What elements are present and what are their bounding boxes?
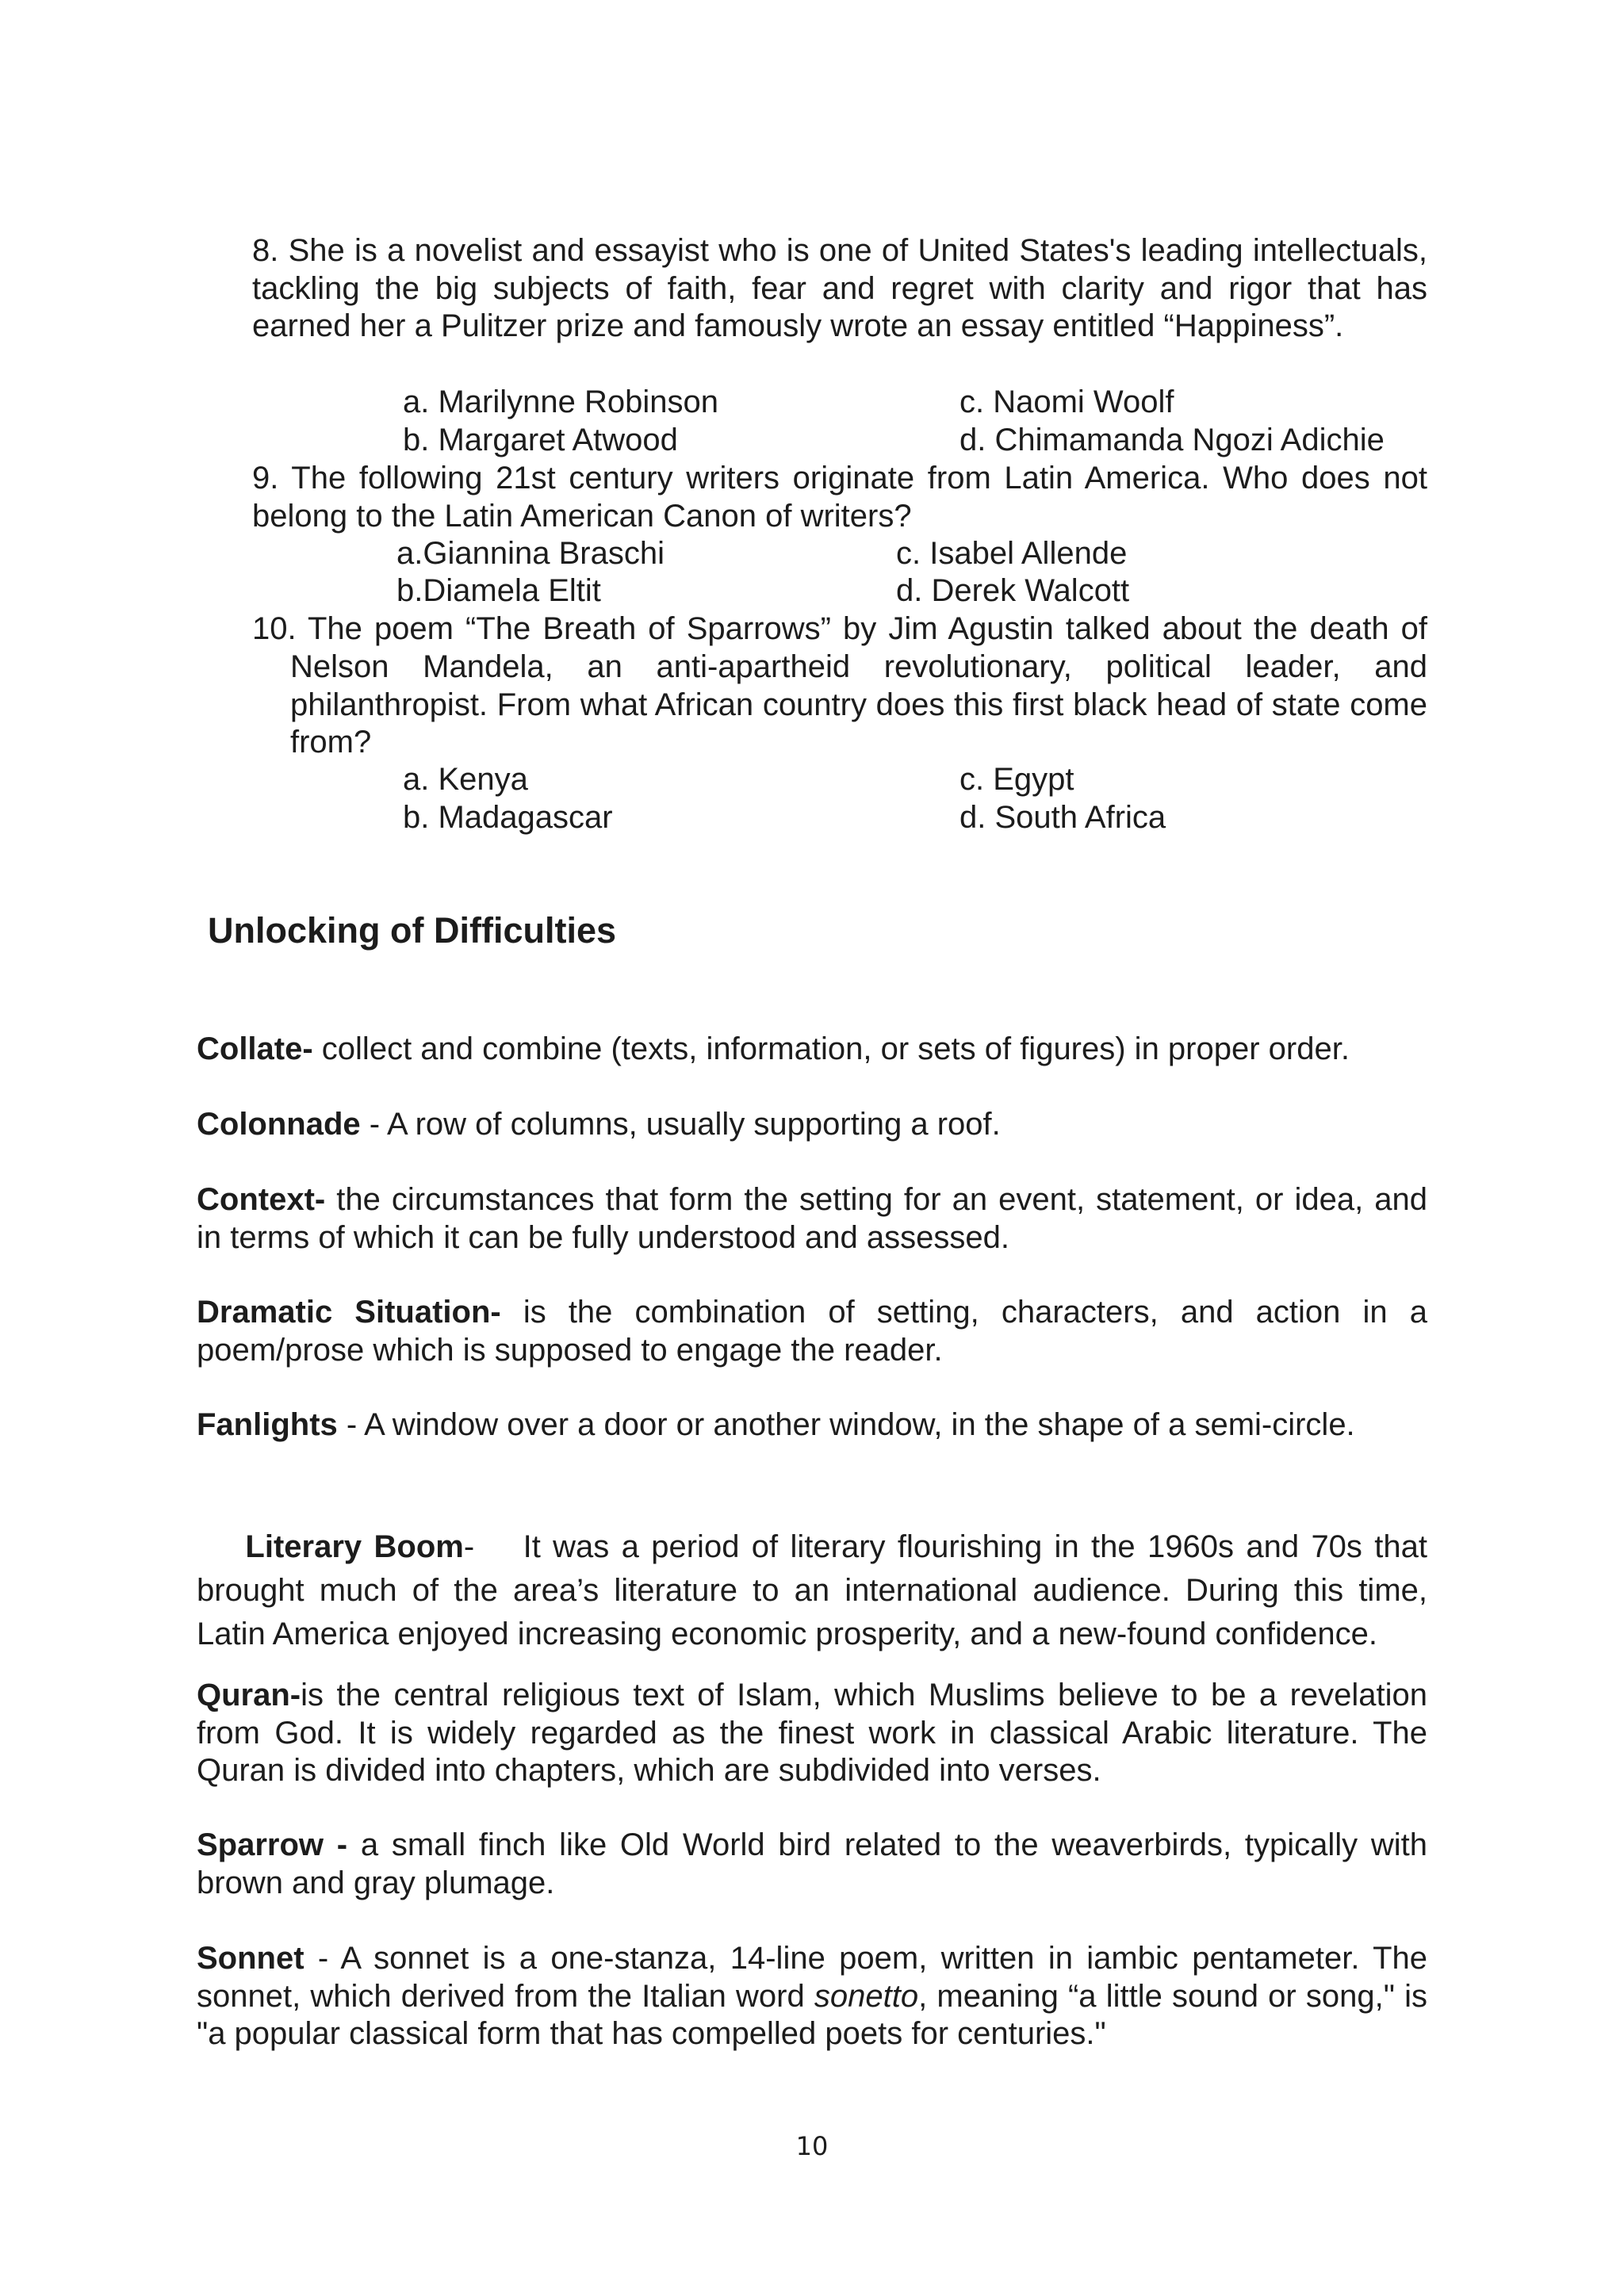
definition-text: collect and combine (texts, information, or sets of figures) in proper order. xyxy=(312,1031,1350,1066)
definition-term: Sonnet xyxy=(197,1941,304,1976)
question-10-number: 10. xyxy=(252,611,297,646)
question-8-text: 8. She is a novelist and essayist who is one of United States's leading intellectuals, tackling the big subjects of faith, fear and regret with clarity and rigor that has earned her a Pulitzer prize and famously wrote an essay entitled “Happiness”. xyxy=(252,233,1427,343)
question-10-option-c: c. Egypt xyxy=(959,762,1074,797)
definition-sonnet xyxy=(197,1940,1427,2053)
definition-sparrow xyxy=(197,1827,1427,1902)
question-8-option-d: d. Chimamanda Ngozi Adichie xyxy=(959,423,1385,457)
definition-text: a small finch like Old World bird related to the weaverbirds, typically with brown and gray plumage. xyxy=(197,1827,1427,1900)
question-10-option-a: a. Kenya xyxy=(403,762,528,797)
question-10-first-line xyxy=(252,610,1427,649)
definition-colonnade xyxy=(197,1106,1427,1144)
definition-text: - A sonnet is a one-stanza, 14-line poem, written in iambic pentameter. The sonnet, which derived from the Italian word xyxy=(197,1941,1427,2014)
question-10-first-line-text: The poem “The Breath of Sparrows” by Jim Agustin talked about the death of xyxy=(307,611,1427,646)
definition-term: Collate- xyxy=(197,1031,313,1066)
definition-text: is the central religious text of Islam, which Muslims believe to be a revelation from God. It is widely regarded as the finest work in classical Arabic literature. The Quran is divided into chapters, which are subdivided into verses. xyxy=(197,1678,1427,1788)
definition-context xyxy=(197,1181,1427,1257)
question-9-option-b: b.Diamela Eltit xyxy=(396,573,601,608)
definition-term: Quran- xyxy=(197,1678,301,1712)
question-9-option-c: c. Isabel Allende xyxy=(896,536,1128,571)
definition-text-continued: , meaning “a little sound or song," is "a popular classical form that has compelled poets for centuries." xyxy=(197,1978,1427,2051)
definition-collate xyxy=(197,1031,1427,1069)
definition-term: Dramatic Situation- xyxy=(197,1295,501,1330)
question-9-option-a: a.Giannina Braschi xyxy=(396,536,665,571)
definition-italic-word: sonetto xyxy=(814,1978,919,2014)
question-8-option-b: b. Margaret Atwood xyxy=(403,423,678,457)
question-8-option-c: c. Naomi Woolf xyxy=(959,385,1174,419)
definition-term: Context- xyxy=(197,1182,326,1217)
definition-fanlights xyxy=(197,1406,1427,1445)
section-heading: Unlocking of Difficulties xyxy=(208,910,617,951)
question-10-text: Nelson Mandela, an anti-apartheid revolutionary, political leader, and philanthropist. From what African country does this first black head of state come from? xyxy=(290,649,1427,760)
definition-text: the circumstances that form the setting for an event, statement, or idea, and in terms of which it can be fully understood and assessed. xyxy=(197,1182,1427,1255)
definition-literary-boom xyxy=(197,1482,1437,1700)
definition-text: - It was a period of literary flourishing in the 1960s and 70s that brought much of the area’s literature to an international audience. During this time, Latin America enjoyed increasing economic prosperity, and a new-found confidence. xyxy=(197,1529,1437,1651)
question-9-text: 9. The following 21st century writers originate from Latin America. Who does not belong to the Latin American Canon of writers? xyxy=(252,461,1427,534)
question-10-option-b: b. Madagascar xyxy=(403,800,613,835)
question-9-option-d: d. Derek Walcott xyxy=(896,573,1130,608)
question-10-option-d: d. South Africa xyxy=(959,800,1166,835)
definition-term: Sparrow - xyxy=(197,1827,348,1862)
definition-term: Fanlights xyxy=(197,1407,338,1442)
definition-text: is the combination of setting, characters, and action in a poem/prose which is supposed to engage the reader. xyxy=(197,1295,1428,1368)
definition-dramatic-situation xyxy=(197,1294,1427,1369)
page-number: 10 xyxy=(795,2131,829,2161)
definition-text: - A row of columns, usually supporting a roof. xyxy=(360,1107,1001,1142)
definition-term: Literary Boom xyxy=(245,1529,464,1564)
question-8-option-a: a. Marilynne Robinson xyxy=(403,385,718,419)
definition-text: - A window over a door or another window, in the shape of a semi-circle. xyxy=(337,1407,1355,1442)
definition-term: Colonnade xyxy=(197,1107,361,1142)
definition-quran xyxy=(197,1677,1427,1790)
